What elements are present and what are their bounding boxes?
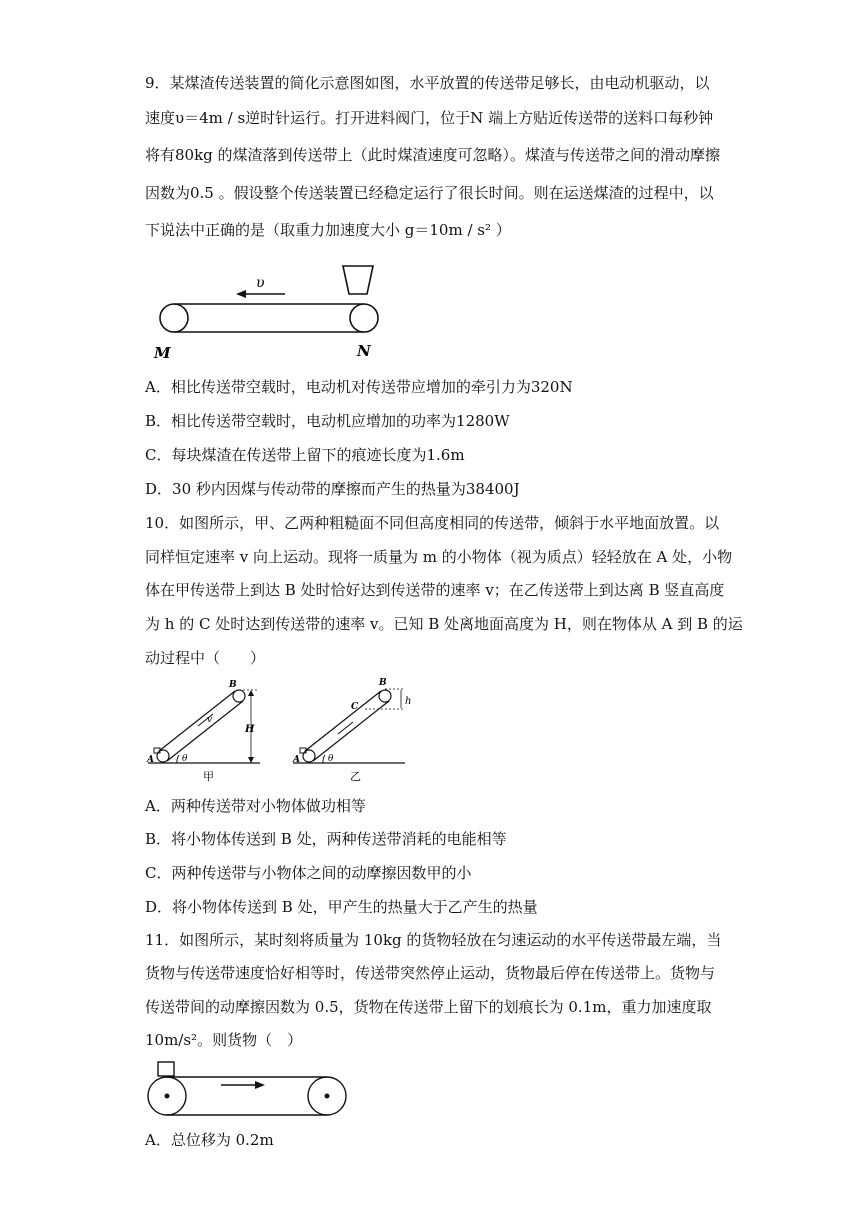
a-label-right: A: [293, 755, 300, 765]
q10-line-3: 体在甲传送带上到达 B 处时恰好达到传送带的速率 v；在乙传送带上到达离 B 竖直高度: [145, 581, 725, 599]
caption-jia: 甲: [203, 770, 214, 783]
b-label-right: B: [379, 678, 387, 688]
q10-line-4: 为 h 的 C 处时达到传送带的速率 v。已知 B 处离地面高度为 H，则在物体从 A 到 B 的运: [145, 615, 743, 633]
cargo-box: [158, 1062, 174, 1076]
q9-line-1: 9．某煤渣传送装置的简化示意图如图，水平放置的传送带足够长，由电动机驱动，以: [145, 74, 710, 92]
q11-line-4: 10m/s²。则货物（ ）: [145, 1031, 303, 1049]
belt-bottom-left: [167, 701, 243, 761]
q10-incline-figure: [143, 676, 433, 786]
q9-line-4: 因数为0.5 。假设整个传送装置已经稳定运行了很长时间。则在运送煤渣的过程中，以: [145, 184, 714, 202]
h-arrow-bottom: [248, 757, 254, 763]
q10-line-5: 动过程中（ ）: [145, 649, 266, 667]
axle-left-11: [165, 1094, 170, 1099]
q10-option-a: A．两种传送带对小物体做功相等: [145, 797, 366, 815]
q9-option-d: D．30 秒内因煤与传动带的摩擦而产生的热量为38400J: [145, 480, 520, 498]
q9-conveyor-figure: [150, 258, 390, 363]
roller-m: [160, 304, 188, 332]
velocity-arrowhead: [236, 290, 246, 298]
roller-n: [350, 304, 378, 332]
q11-option-a: A．总位移为 0.2m: [145, 1131, 274, 1149]
q9-line-5: 下说法中正确的是（取重力加速度大小 g＝10m / s² ）: [145, 221, 511, 239]
v-label-left: v: [207, 715, 213, 725]
a-label-left: A: [147, 755, 154, 765]
q10-line-1: 10．如图所示，甲、乙两种粗糙面不同但高度相同的传送带，倾斜于水平地面放置。以: [145, 514, 720, 532]
h-arrow-top: [248, 690, 254, 696]
belt-top-right: [305, 691, 381, 751]
q10-option-b: B．将小物体传送到 B 处，两种传送带消耗的电能相等: [145, 830, 507, 848]
q9-line-2: 速度υ＝4m / s逆时针运行。打开进料阀门，位于N 端上方贴近传送带的送料口每秒钟: [145, 109, 714, 127]
c-label: C: [351, 702, 359, 712]
direction-arrowhead-11: [255, 1081, 265, 1089]
q10-option-c: C．两种传送带与小物体之间的动摩擦因数甲的小: [145, 864, 472, 882]
angle-arc-right: [323, 755, 325, 763]
q11-line-2: 货物与传送带速度恰好相等时，传送带突然停止运动，货物最后停在传送带上。货物与: [145, 964, 716, 982]
q10-line-2: 同样恒定速率 v 向上运动。现将一质量为 m 的小物体（视为质点）轻轻放在 A 处，小物: [145, 548, 733, 566]
label-n: N: [357, 342, 371, 360]
h-big-label: H: [245, 724, 255, 735]
velocity-label: υ: [256, 275, 265, 291]
q11-line-1: 11．如图所示，某时刻将质量为 10kg 的货物轻放在匀速运动的水平传送带最左端，当: [145, 931, 722, 949]
caption-yi: 乙: [350, 770, 361, 783]
belt-top-left: [159, 691, 235, 751]
theta-label-right: θ: [328, 754, 334, 764]
q9-option-a: A．相比传送带空载时，电动机对传送带应增加的牵引力为320N: [145, 378, 573, 396]
q9-option-b: B．相比传送带空载时，电动机应增加的功率为1280W: [145, 412, 510, 430]
q10-option-d: D．将小物体传送到 B 处，甲产生的热量大于乙产生的热量: [145, 898, 538, 916]
angle-arc-left: [177, 755, 179, 763]
b-label-left: B: [229, 680, 237, 690]
q11-conveyor-figure: [145, 1060, 355, 1120]
axle-right-11: [325, 1094, 330, 1099]
label-m: M: [154, 344, 171, 362]
q9-line-3: 将有80kg 的煤渣落到传送带上（此时煤渣速度可忽略）。煤渣与传送带之间的滑动摩擦: [145, 146, 721, 164]
h-small-label: h: [405, 696, 412, 707]
hopper-shape: [343, 266, 373, 294]
theta-label-left: θ: [182, 754, 188, 764]
q11-line-3: 传送带间的动摩擦因数为 0.5，货物在传送带上留下的划痕长为 0.1m，重力加速度取: [145, 998, 712, 1016]
q9-option-c: C．每块煤渣在传送带上留下的痕迹长度为1.6m: [145, 446, 465, 464]
